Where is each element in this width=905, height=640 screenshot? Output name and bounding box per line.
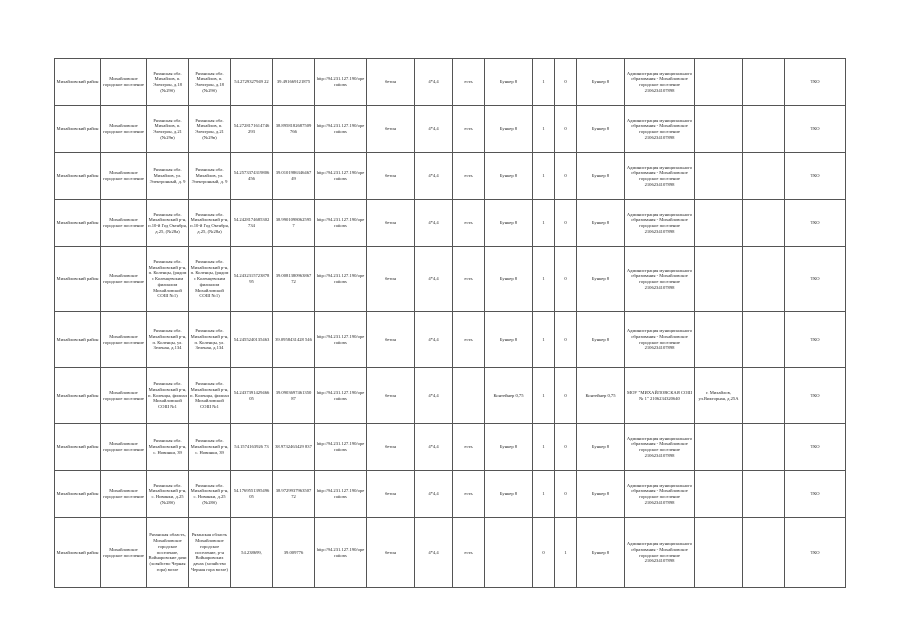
- cell-container-type: Бункер 8: [485, 200, 533, 247]
- cell-owner-address: г. Михайлов, ул.Викторная, д.25А: [695, 368, 743, 424]
- cell-planned-count: 0: [555, 471, 577, 518]
- cell-longitude: 38.9901098062595 7: [273, 200, 315, 247]
- table-row: [55, 471, 846, 518]
- cell-longitude: 38.9732463429 837: [273, 424, 315, 471]
- table-row: [55, 200, 846, 247]
- cell-district: Михайловский район: [55, 153, 101, 200]
- cell-container-type: Контейнер 0,75: [485, 368, 533, 424]
- cell-location: Рязанская обл. Михайловский р-н, п. Коленцы, ул. Зеленая, д.134: [189, 312, 231, 368]
- cell-container-type: Бункер 8: [485, 106, 533, 153]
- cell-longitude: 39.0081380963867 72: [273, 247, 315, 312]
- cell-settlement: Михайловское городское поселение: [101, 424, 147, 471]
- table-row: [55, 424, 846, 471]
- cell-surface: бетон: [367, 247, 415, 312]
- cell-container-count: 1: [533, 247, 555, 312]
- cell-waste-type: ТКО: [785, 424, 846, 471]
- cell-location: Рязанская обл. Михайлов, п. Электрон, д.21 (№29в): [189, 106, 231, 153]
- cell-owner-address: [695, 153, 743, 200]
- cell-surface: бетон: [367, 368, 415, 424]
- table-row: [55, 368, 846, 424]
- cell-area: 4*4,4: [415, 312, 453, 368]
- cell-container-count: 1: [533, 471, 555, 518]
- cell-surface: бетон: [367, 471, 415, 518]
- cell-address: Рязанская обл. Михайлов, ул. Электронный, д. 9: [147, 153, 189, 200]
- cell-surface: бетон: [367, 153, 415, 200]
- table-row: [55, 312, 846, 368]
- cell-surface: бетон: [367, 200, 415, 247]
- table-row: [55, 153, 846, 200]
- cell-area: 4*4,4: [415, 200, 453, 247]
- cell-location: Рязанская обл. Михайловский р-н, п. Коленцы, (рядом с Коленцевским филиалом Михайловской СОШ №1): [189, 247, 231, 312]
- cell-container-type: Бункер 8: [485, 153, 533, 200]
- cell-district: Михайловский район: [55, 424, 101, 471]
- cell-address: Рязанская обл. Михайловский р-н, п.10-й Год Октября, д.25, (№28а): [147, 200, 189, 247]
- cell-owner: Администрация муниципального образования - Михайловское городское поселение 2106234107898: [625, 247, 695, 312]
- cell-district: Михайловский район: [55, 59, 101, 106]
- cell-owner-address: [695, 106, 743, 153]
- cell-settlement: Михайловское городское поселение: [101, 153, 147, 200]
- cell-fence: [453, 368, 485, 424]
- cell-fence: есть: [453, 471, 485, 518]
- cell-container-type: Бункер 8: [485, 471, 533, 518]
- cell-owner: Администрация муниципального образования - Михайловское городское поселение 2106234107898: [625, 312, 695, 368]
- cell-note: [743, 153, 785, 200]
- cell-longitude: 38.9729937963507 72: [273, 471, 315, 518]
- cell-address: Рязанская область, Михайловское городское поселение, Войнаровские дачи (хозяйство Черная гора) возле: [147, 518, 189, 588]
- cell-waste-type: ТКО: [785, 368, 846, 424]
- cell-container-count: 1: [533, 59, 555, 106]
- cell-district: Михайловский район: [55, 247, 101, 312]
- cell-waste-type: ТКО: [785, 518, 846, 588]
- cell-longitude: 39.009776: [273, 518, 315, 588]
- cell-area: 4*4,4: [415, 518, 453, 588]
- cell-longitude: 39.0101986346467 49: [273, 153, 315, 200]
- cell-latitude: 54.2428174685302 734: [231, 200, 273, 247]
- cell-latitude: 54.2728171614746 293: [231, 106, 273, 153]
- cell-container-type: Бункер 8: [485, 312, 533, 368]
- table-row: [55, 59, 846, 106]
- cell-container-count: 1: [533, 106, 555, 153]
- cell-link: http://94.231.127.190/operations: [315, 368, 367, 424]
- cell-address: Рязанская обл. Михайловский р-н, с. Новинки, д.25 (№28б): [147, 471, 189, 518]
- cell-note: [743, 200, 785, 247]
- cell-planned-count: 0: [555, 368, 577, 424]
- cell-latitude: 54.238699,: [231, 518, 273, 588]
- cell-fence: есть: [453, 312, 485, 368]
- cell-planned-type: Бункер 8: [577, 424, 625, 471]
- cell-latitude: 54.2455240135463: [231, 312, 273, 368]
- cell-area: 4*4,4: [415, 368, 453, 424]
- cell-owner: Администрация муниципального образования - Михайловское городское поселение 2106234107898: [625, 153, 695, 200]
- cell-settlement: Михайловское городское поселение: [101, 106, 147, 153]
- cell-owner: Администрация муниципального образования - Михайловское городское поселение 2106234107898: [625, 471, 695, 518]
- cell-fence: есть: [453, 153, 485, 200]
- cell-link: http://94.231.127.190/operations: [315, 471, 367, 518]
- cell-container-count: 1: [533, 153, 555, 200]
- cell-latitude: 54.2432315723878 95: [231, 247, 273, 312]
- cell-owner-address: [695, 59, 743, 106]
- cell-settlement: Михайловское городское поселение: [101, 471, 147, 518]
- cell-location: Рязанская обл. Михайловский р-н, п.10-й Год Октября, д.25, (№28а): [189, 200, 231, 247]
- cell-owner-address: [695, 471, 743, 518]
- cell-area: 4*4,4: [415, 59, 453, 106]
- registry-table: [54, 58, 846, 588]
- cell-fence: есть: [453, 518, 485, 588]
- cell-note: [743, 106, 785, 153]
- table-row: [55, 247, 846, 312]
- cell-owner: Администрация муниципального образования - Михайловское городское поселение 2106234107898: [625, 424, 695, 471]
- cell-latitude: 54.1769551395496 05: [231, 471, 273, 518]
- cell-planned-type: Бункер 8: [577, 247, 625, 312]
- cell-owner: Администрация муниципального образования - Михайловское городское поселение 2106234107898: [625, 518, 695, 588]
- cell-location: Рязанская область Михайловское городское поселение, р-н Войнаровских дачах (хозяйство Черная гора возле): [189, 518, 231, 588]
- cell-settlement: Михайловское городское поселение: [101, 200, 147, 247]
- cell-address: Рязанская обл. Михайловский р-н, п. Коленцы, филиал Михайловской СОШ №1: [147, 368, 189, 424]
- cell-area: 4*4,4: [415, 471, 453, 518]
- cell-link: http://94.231.127.190/operations: [315, 312, 367, 368]
- cell-note: [743, 518, 785, 588]
- cell-planned-count: 0: [555, 312, 577, 368]
- cell-longitude: 39.0958431428 546: [273, 312, 315, 368]
- cell-planned-type: Контейнер 0,75: [577, 368, 625, 424]
- cell-link: http://94.231.127.190/operations: [315, 59, 367, 106]
- cell-fence: есть: [453, 200, 485, 247]
- cell-settlement: Михайловское городское поселение: [101, 59, 147, 106]
- cell-owner: Администрация муниципального образования - Михайловское городское поселение 2106234107898: [625, 106, 695, 153]
- cell-owner-address: [695, 312, 743, 368]
- cell-location: Рязанская обл. Михайлов, п. Электрон, д.18 (№29б): [189, 59, 231, 106]
- cell-planned-type: Бункер 8: [577, 106, 625, 153]
- cell-container-count: 1: [533, 424, 555, 471]
- cell-waste-type: ТКО: [785, 153, 846, 200]
- cell-owner-address: [695, 247, 743, 312]
- cell-fence: есть: [453, 424, 485, 471]
- cell-address: Рязанская обл. Михайлов, п. Электрон, д.18 (№29б): [147, 59, 189, 106]
- cell-longitude: 39.0903697461350 87: [273, 368, 315, 424]
- cell-latitude: 54.1574163926 73: [231, 424, 273, 471]
- cell-district: Михайловский район: [55, 368, 101, 424]
- cell-area: 4*4,4: [415, 153, 453, 200]
- cell-owner-address: [695, 424, 743, 471]
- cell-container-count: 1: [533, 200, 555, 247]
- cell-area: 4*4,4: [415, 424, 453, 471]
- cell-link: http://94.231.127.190/operations: [315, 247, 367, 312]
- cell-district: Михайловский район: [55, 471, 101, 518]
- cell-container-count: 0: [533, 518, 555, 588]
- cell-planned-type: Бункер 8: [577, 59, 625, 106]
- cell-waste-type: ТКО: [785, 59, 846, 106]
- cell-container-type: Бункер 8: [485, 59, 533, 106]
- cell-planned-count: 1: [555, 518, 577, 588]
- cell-planned-count: 0: [555, 247, 577, 312]
- cell-settlement: Михайловское городское поселение: [101, 247, 147, 312]
- cell-container-type: Бункер 8: [485, 424, 533, 471]
- cell-address: Рязанская обл. Михайлов, п. Электрон, д.21 (№29в): [147, 106, 189, 153]
- cell-surface: бетон: [367, 312, 415, 368]
- cell-planned-count: 0: [555, 153, 577, 200]
- cell-surface: бетон: [367, 59, 415, 106]
- cell-surface: бетон: [367, 424, 415, 471]
- cell-link: http://94.231.127.190/operations: [315, 153, 367, 200]
- cell-link: http://94.231.127.190/operations: [315, 106, 367, 153]
- cell-latitude: 54.2729327949 22: [231, 59, 273, 106]
- cell-planned-count: 0: [555, 106, 577, 153]
- cell-location: Рязанская обл. Михайловский р-н, п. Коленцы, филиал Михайловской СОШ №1: [189, 368, 231, 424]
- cell-note: [743, 247, 785, 312]
- cell-waste-type: ТКО: [785, 471, 846, 518]
- cell-fence: есть: [453, 59, 485, 106]
- cell-location: Рязанская обл. Михайлов, ул. Электронный, д. 9: [189, 153, 231, 200]
- cell-settlement: Михайловское городское поселение: [101, 312, 147, 368]
- cell-planned-type: Бункер 8: [577, 471, 625, 518]
- cell-container-type: Бункер 8: [485, 247, 533, 312]
- cell-planned-type: Бункер 8: [577, 153, 625, 200]
- cell-area: 4*4,4: [415, 247, 453, 312]
- cell-district: Михайловский район: [55, 106, 101, 153]
- table-row: [55, 106, 846, 153]
- cell-fence: есть: [453, 106, 485, 153]
- cell-location: Рязанская обл. Михайловский р-н, с. Новинки, 39: [189, 424, 231, 471]
- cell-note: [743, 312, 785, 368]
- cell-waste-type: ТКО: [785, 200, 846, 247]
- cell-owner: Администрация муниципального образования - Михайловское городское поселение 2106234107898: [625, 200, 695, 247]
- cell-surface: бетон: [367, 518, 415, 588]
- cell-district: Михайловский район: [55, 312, 101, 368]
- cell-planned-type: Бункер 8: [577, 312, 625, 368]
- cell-settlement: Михайловское городское поселение: [101, 368, 147, 424]
- cell-link: http://94.231.127.190/operations: [315, 424, 367, 471]
- cell-address: Рязанская обл. Михайловский р-н, п. Коленцы, (рядом с Коленцевским филиалом Михайловской СОШ №1): [147, 247, 189, 312]
- cell-link: http://94.231.127.190/operations: [315, 518, 367, 588]
- cell-address: Рязанская обл. Михайловский р-н, п. Коленцы, ул. Зеленая, д.134: [147, 312, 189, 368]
- cell-address: Рязанская обл. Михайловский р-н, с. Новинки, 39: [147, 424, 189, 471]
- cell-planned-type: Бункер 8: [577, 518, 625, 588]
- cell-planned-count: 0: [555, 200, 577, 247]
- cell-surface: бетон: [367, 106, 415, 153]
- cell-district: Михайловский район: [55, 518, 101, 588]
- cell-planned-count: 0: [555, 59, 577, 106]
- cell-container-count: 1: [533, 368, 555, 424]
- cell-note: [743, 368, 785, 424]
- cell-note: [743, 471, 785, 518]
- cell-waste-type: ТКО: [785, 106, 846, 153]
- cell-owner: МОУ "МИХАЙЛОВСКАЯ СОШ № 1" 2106234320640: [625, 368, 695, 424]
- cell-location: Рязанская обл. Михайловский р-н, с. Новинки, д.25 (№28б): [189, 471, 231, 518]
- cell-owner-address: [695, 518, 743, 588]
- cell-planned-type: Бункер 8: [577, 200, 625, 247]
- cell-latitude: 54.2573374319806 456: [231, 153, 273, 200]
- cell-planned-count: 0: [555, 424, 577, 471]
- cell-owner-address: [695, 200, 743, 247]
- cell-longitude: 39.491669121875: [273, 59, 315, 106]
- cell-waste-type: ТКО: [785, 247, 846, 312]
- table-row: [55, 518, 846, 588]
- cell-latitude: 54.2437391429466 05: [231, 368, 273, 424]
- cell-owner: Администрация муниципального образования - Михайловское городское поселение 2106234107898: [625, 59, 695, 106]
- cell-note: [743, 424, 785, 471]
- cell-container-count: 1: [533, 312, 555, 368]
- cell-longitude: 38.8958182687509 766: [273, 106, 315, 153]
- cell-district: Михайловский район: [55, 200, 101, 247]
- cell-settlement: Михайловское городское поселение: [101, 518, 147, 588]
- cell-waste-type: ТКО: [785, 312, 846, 368]
- cell-note: [743, 59, 785, 106]
- cell-area: 4*4,4: [415, 106, 453, 153]
- cell-link: http://94.231.127.190/operations: [315, 200, 367, 247]
- cell-container-type: [485, 518, 533, 588]
- cell-fence: есть: [453, 247, 485, 312]
